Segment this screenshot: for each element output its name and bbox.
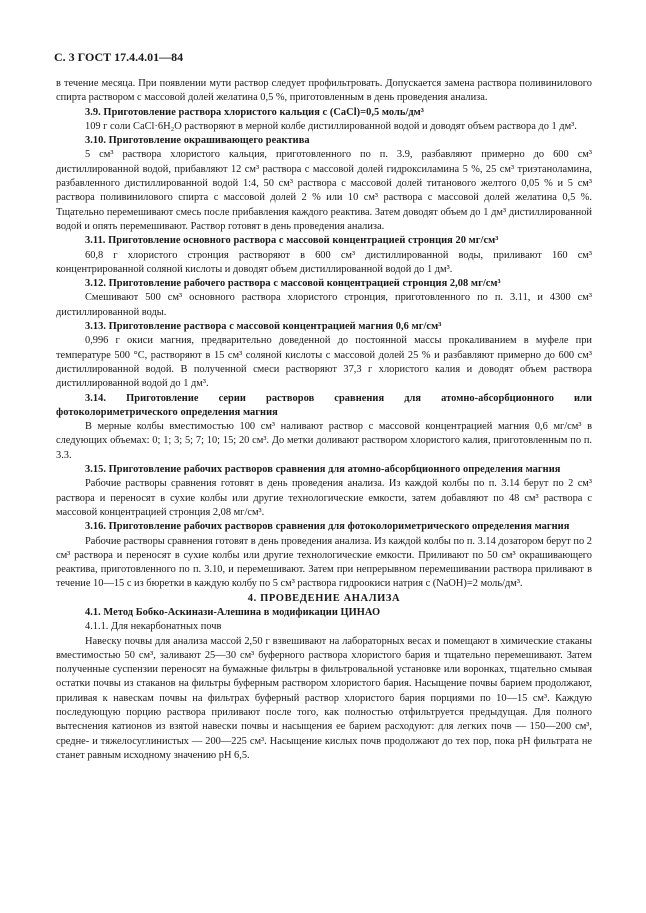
paragraph-3-16: Рабочие растворы сравнения готовят в день проведения анализа. Из каждой колбы по п. 3.14 дозатором берут по 2 см³ раствора и переносят в сухие колбы или другие технологические емкости. Приливают по 50 см³ окрашивающего реактива, приготовленного по п. 3.10, и перемешивают. Затем при непрерывном перемешивании раствора приливают в течение 10—15 с из бюретки в каждую колбу по 5 см³ раствора гидроокиси натрия c (NaOH)=2 моль/дм³.	[56, 535, 592, 590]
heading-3-12: 3.12. Приготовление рабочего раствора с массовой концентрацией стронция 2,08 мг/см³	[85, 278, 501, 290]
paragraph-3-9: 109 г соли CaCl·6H₂O растворяют в мерной колбе дистиллированной водой и доводят объем раствора до 1 дм³.	[85, 120, 577, 132]
paragraph-4-1-1: Навеску почвы для анализа массой 2,50 г взвешивают на лабораторных весах и помещают в химические стаканы вместимостью 50 см³, заливают 25—30 см³ буферного раствора хлористого бария и тщательно перемешивают. Затем полученные суспензии переносят на бумажные фильтры в фильтровальной установке или воронках, тщательно смывая остатки почвы из стаканов на фильтры буферным раствором хлористого бария. Насыщение почвы барием продолжают, приливая к навескам почвы на фильтрах буферный раствор хлористого бария порциями по 10—15 см³. Каждую последующую порцию раствора приливают после того, как полностью отфильтруется предыдущая. Для полного вытеснения катионов из взятой навески почвы и насыщения ее барием расходуют: для легких почв — 150—200 см³, средне- и тяжелосуглинистых — 200—225 см³. Насыщение кислых почв продолжают до тех пор, пока pH фильтрата не станет равным исходному значению pH 6,5.	[56, 635, 592, 761]
paragraph-3-12: Смешивают 500 см³ основного раствора хлористого стронция, приготовленного по п. 3.11, и 4300 см³ дистиллированной воды.	[56, 292, 592, 318]
heading-3-16: 3.16. Приготовление рабочих растворов сравнения для фотоколориметрического определения магния	[85, 521, 570, 533]
heading-4-1: 4.1. Метод Бобко-Аскинази-Алешина в модификации ЦИНАО	[85, 606, 381, 618]
subheading-4-1-1: 4.1.1. Для некарбонатных почв	[85, 621, 222, 633]
paragraph-3-14: В мерные колбы вместимостью 100 см³ наливают раствор с массовой концентрацией магния 0,6 мг/см³ в следующих объемах: 0; 1; 3; 5; 7; 10; 15; 20 см³. До метки доливают раствором хлористого калия, приготовленным по п. 3.3.	[56, 421, 592, 461]
paragraph-3-11: 60,8 г хлористого стронция растворяют в 600 см³ дистиллированной воды, приливают 160 см³ концентрированной соляной кислоты и доводят объем дистиллированной водой до 1 дм³.	[56, 249, 592, 275]
paragraph-3-13: 0,996 г окиси магния, предварительно доведенной до постоянной массы прокаливанием в муфеле при температуре 500 °С, растворяют в 15 см³ соляной кислоты с массовой долей 25 % и разбавляют примерно до 600 см³ дистиллированной водой. В полученной смеси растворяют 37,3 г хлористого калия и доводят объем раствора дистиллированной водой до 1 дм³.	[56, 335, 592, 390]
section-4-title: 4. ПРОВЕДЕНИЕ АНАЛИЗА	[247, 592, 401, 604]
paragraph-3-10: 5 см³ раствора хлористого кальция, приготовленного по п. 3.9, разбавляют примерно до 600 см³ дистиллированной водой, прибавляют 12 см³ раствора с массовой долей гидроксиламина 5 %, 25 см³ триэтаноламина, разбавленного дистиллированной водой 1:4, 50 см³ раствора с массовой долей титанового желтого 0,05 % и 5 см³ раствора поливинилового спирта с массовой долей 2 % или 10 см³ раствора с массовой долей желатина 0,5 %. Тщательно перемешивают смесь после прибавления каждого реактива. Затем доводят объем до 1 дм³ дистиллированной водой и опять перемешивают. Раствор готовят в день проведения анализа.	[56, 149, 592, 232]
heading-3-14: 3.14. Приготовление серии растворов сравнения для атомно-абсорбционного или фотоколориметрического определения магния	[56, 392, 592, 418]
heading-3-9: 3.9. Приготовление раствора хлористого кальция c (CaCl)=0,5 моль/дм³	[85, 106, 424, 118]
heading-3-10: 3.10. Приготовление окрашивающего реактива	[85, 135, 310, 147]
page-body	[56, 77, 592, 763]
paragraph-3-15: Рабочие растворы сравнения готовят в день проведения анализа. Из каждой колбы по п. 3.14 берут по 2 см³ раствора и переносят в сухие колбы или другие технологические емкости, затем добавляют по 48 см³ раствора с массовой концентрацией стронция 2,08 мг/см³.	[56, 478, 592, 518]
heading-3-13: 3.13. Приготовление раствора с массовой концентрацией магния 0,6 мг/см³	[85, 321, 442, 333]
heading-3-15: 3.15. Приготовление рабочих растворов сравнения для атомно-абсорбционного определения магния	[85, 464, 561, 476]
page-header: С. 3 ГОСТ 17.4.4.01—84	[54, 50, 184, 64]
paragraph-continuation: в течение месяца. При появлении мути раствор следует профильтровать. Допускается замена раствора поливинилового спирта раствором с массовой долей желатина 0,5 %, приготовленным в день проведения анализа.	[56, 78, 592, 104]
heading-3-11: 3.11. Приготовление основного раствора с массовой концентрацией стронция 20 мг/см³	[85, 235, 499, 247]
